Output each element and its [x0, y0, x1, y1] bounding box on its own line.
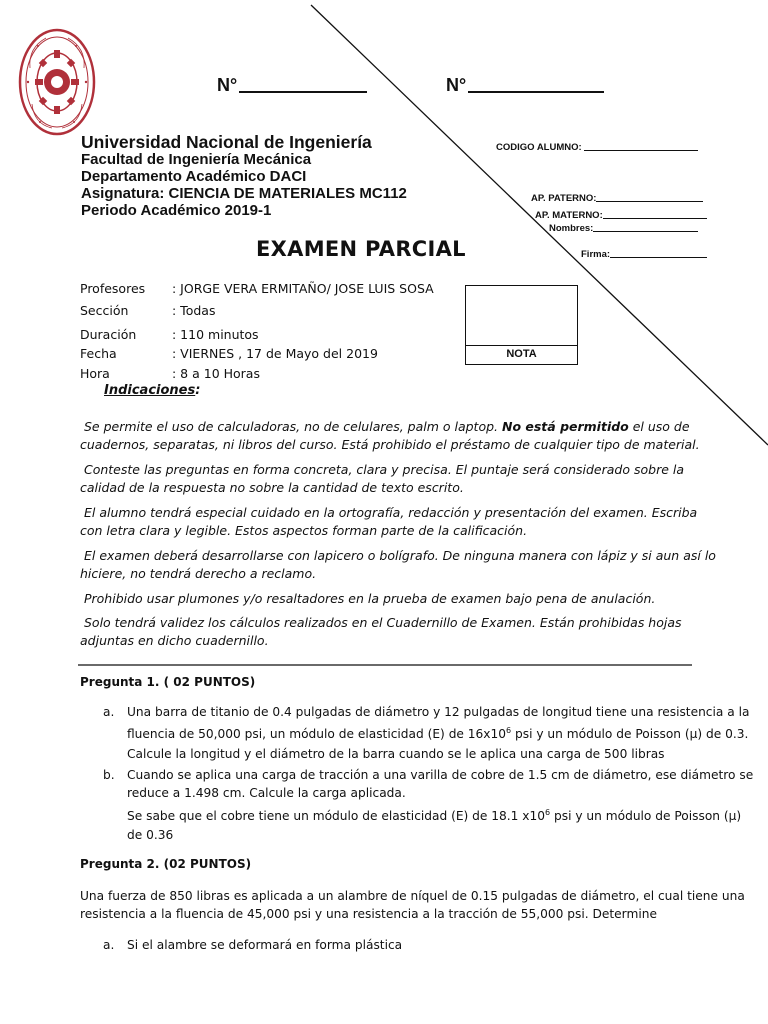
question-1b-line-3 [127, 806, 741, 827]
indication-paragraph-1 [80, 418, 720, 454]
names-field[interactable] [549, 222, 698, 234]
maternal-surname-line[interactable] [603, 209, 707, 219]
indication-text: Conteste las preguntas en forma concreta, clara y precisa. El puntaje será considerado sobre la calidad de la respuesta no sobre la cantidad de texto escrito. [80, 462, 685, 495]
info-value: : JORGE VERA ERMITAÑO/ JOSE LUIS SOSA [172, 281, 434, 296]
info-value: : 8 a 10 Horas [172, 366, 260, 381]
university-name: Universidad Nacional de Ingeniería [81, 132, 372, 152]
number-line-2[interactable] [468, 75, 604, 93]
indication-paragraph-2 [80, 461, 720, 497]
info-label: Hora [80, 366, 110, 381]
question-2-line-2: resistencia a la fluencia de 45,000 psi y una resistencia a la tracción de 55,000 psi. Determine [80, 907, 657, 921]
info-label: Sección [80, 303, 129, 318]
student-code-field[interactable] [496, 141, 698, 153]
q1a-exponent: 6 [506, 726, 512, 735]
maternal-surname-field[interactable] [535, 209, 707, 221]
indication-text: Solo tendrá validez los cálculos realizados en el Cuadernillo de Examen. Están prohibidas hojas adjuntas en dicho cuadernillo. [80, 615, 682, 648]
q1a-text: fluencia de 50,000 psi, un módulo de elasticidad (E) de 16x10 [127, 727, 507, 741]
question-1b-marker: b. [103, 768, 115, 782]
number-field-1 [217, 75, 367, 96]
info-value: : 110 minutos [172, 327, 259, 342]
info-value: : VIERNES , 17 de Mayo del 2019 [172, 346, 378, 361]
indication-text: el uso de cuadernos, separatas, ni libros del curso. Está prohibido el préstamo de cualquier tipo de material. [80, 419, 700, 452]
maternal-surname-label: AP. MATERNO: [535, 210, 603, 221]
indication-paragraph-6 [80, 614, 720, 650]
course-name: Asignatura: CIENCIA DE MATERIALES MC112 [81, 185, 407, 202]
department-name: Departamento Académico DACI [81, 168, 307, 185]
paternal-surname-label: AP. PATERNO: [531, 193, 597, 204]
question-2-line-1: Una fuerza de 850 libras es aplicada a un alambre de níquel de 0.15 pulgadas de diámetro, el cual tiene una [80, 889, 745, 903]
indications-title [104, 383, 200, 398]
names-label: Nombres: [549, 223, 594, 234]
student-code-line[interactable] [584, 141, 698, 151]
question-2-body [80, 886, 760, 956]
info-label: Duración [80, 327, 137, 342]
question-1a-line-1: Una barra de titanio de 0.4 pulgadas de diámetro y 12 pulgadas de longitud tiene una resistencia a la [127, 705, 750, 719]
grade-label: NOTA [466, 345, 577, 364]
info-value: : Todas [172, 303, 216, 318]
q1b-text: Se sabe que el cobre tiene un módulo de elasticidad (E) de 18.1 x10 [127, 809, 546, 823]
university-seal-logo [18, 28, 96, 136]
indication-paragraph-4 [80, 547, 720, 583]
question-1a-marker: a. [103, 705, 115, 719]
signature-label: Firma: [581, 249, 611, 260]
q1a-text-post: psi y un módulo de Poisson (μ) de 0.3. [511, 727, 749, 741]
academic-period: Periodo Académico 2019-1 [81, 202, 272, 219]
info-label: Fecha [80, 346, 117, 361]
signature-field[interactable] [581, 248, 707, 260]
paternal-surname-line[interactable] [596, 192, 703, 202]
question-1-title: Pregunta 1. ( 02 PUNTOS) [80, 675, 256, 689]
names-line[interactable] [593, 222, 698, 232]
indication-paragraph-3 [80, 504, 720, 540]
paternal-surname-field[interactable] [531, 192, 703, 204]
grade-box[interactable] [465, 285, 578, 365]
info-label: Profesores [80, 281, 146, 296]
number-label-2: N° [446, 75, 467, 95]
q1b-text-post: psi y un módulo de Poisson (μ) [550, 809, 742, 823]
q1b-exponent: 6 [545, 808, 551, 817]
number-line-1[interactable] [239, 75, 367, 93]
indication-text: El alumno tendrá especial cuidado en la ortografía, redacción y presentación del examen. Escriba con letra clara y legible. Estos aspectos forman parte de la calificación. [80, 505, 698, 538]
question-1a-line-2 [127, 724, 748, 745]
indication-text: El examen deberá desarrollarse con lapicero o bolígrafo. De ninguna manera con lápiz y si aun así lo hiciere, no tendrá derecho a reclamo. [80, 548, 716, 581]
exam-info-table [80, 279, 460, 389]
indication-text: Se permite el uso de calculadoras, no de celulares, palm o laptop. [83, 419, 502, 434]
question-2-title: Pregunta 2. (02 PUNTOS) [80, 857, 252, 871]
exam-title: EXAMEN PARCIAL [256, 237, 466, 261]
indications-title-colon: : [195, 383, 201, 398]
faculty-name: Facultad de Ingeniería Mecánica [81, 151, 312, 168]
indication-text: Prohibido usar plumones y/o resaltadores en la prueba de examen bajo pena de anulación. [83, 591, 656, 606]
indication-paragraph-5 [80, 590, 720, 608]
question-1a-line-3: Calcule la longitud y el diámetro de la barra cuando se le aplica una carga de 500 libras [127, 747, 665, 761]
question-1b-line-1: Cuando se aplica una carga de tracción a una varilla de cobre de 1.5 cm de diámetro, ese diámetro se [127, 768, 754, 782]
student-code-label: CODIGO ALUMNO: [496, 142, 582, 153]
number-label-1: N° [217, 75, 238, 95]
number-field-2 [446, 75, 604, 96]
question-2a-text: Si el alambre se deformará en forma plástica [127, 938, 403, 952]
question-1b-line-4: de 0.36 [127, 828, 174, 842]
signature-line[interactable] [610, 248, 707, 258]
indications-title-text: Indicaciones [104, 383, 196, 398]
question-1b-line-2: reduce a 1.498 cm. Calcule la carga aplicada. [127, 786, 406, 800]
question-2a-marker: a. [103, 938, 115, 952]
question-1-body [80, 702, 760, 842]
university-block [81, 134, 407, 219]
indication-bold-text: No está permitido [501, 419, 629, 434]
